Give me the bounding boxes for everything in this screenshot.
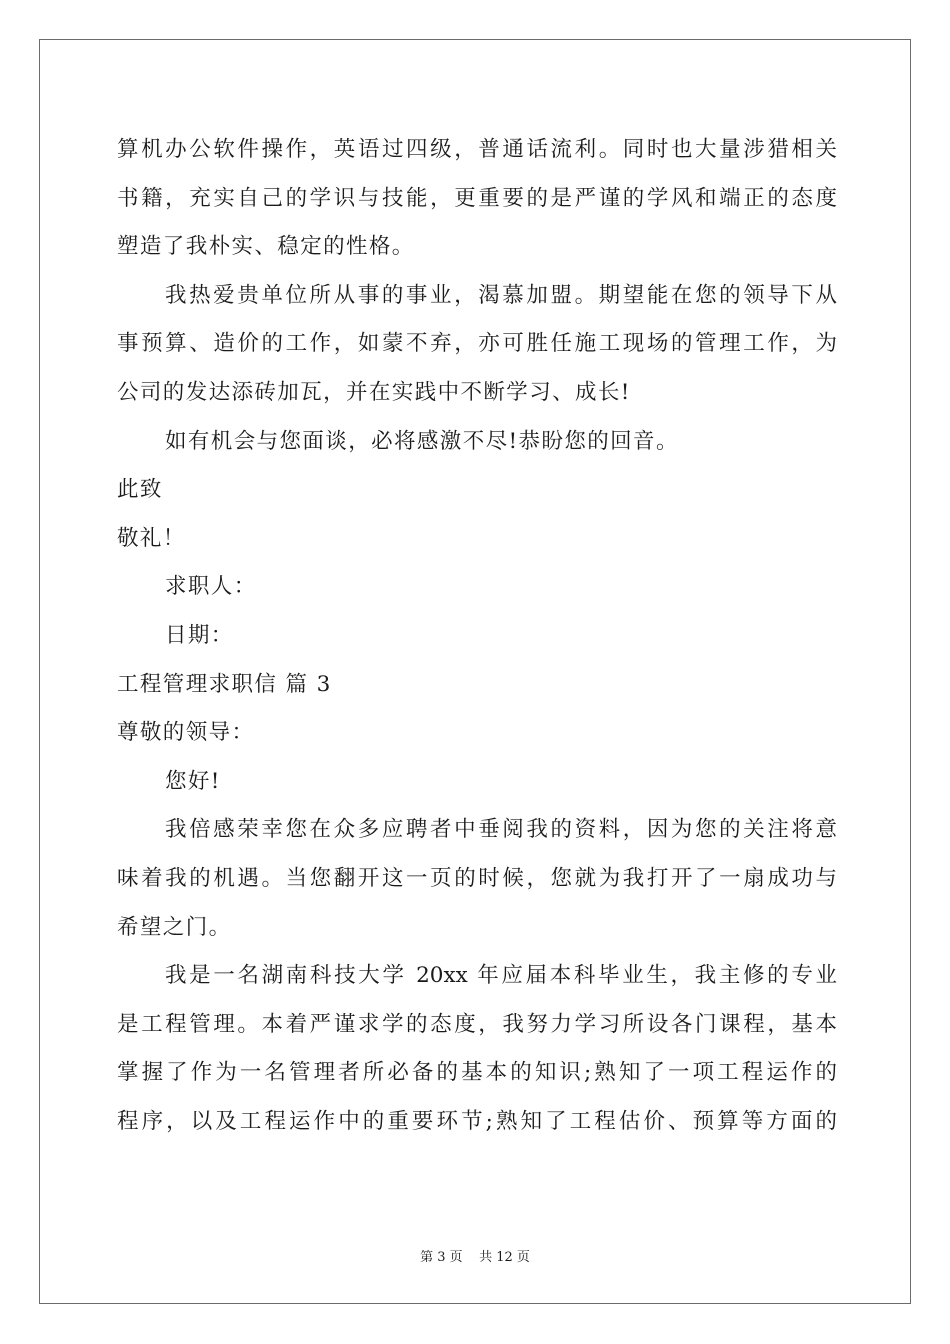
text-line: 掌握了作为一名管理者所必备的基本的知识;熟知了一项工程运作的 — [117, 1060, 837, 1086]
text-line: 公司的发达添砖加瓦，并在实践中不断学习、成长! — [117, 379, 631, 405]
text-line: 希望之门。 — [117, 914, 232, 940]
text-line: 求职人： — [165, 574, 257, 600]
text-line: 我倍感荣幸您在众多应聘者中垂阅我的资料，因为您的关注将意 — [165, 817, 837, 843]
text-line: 工程管理求职信 篇 3 — [117, 671, 332, 697]
page-number: 第 3 页 共 12 页 — [420, 1250, 530, 1265]
text-line: 是工程管理。本着严谨求学的态度，我努力学习所设各门课程，基本 — [117, 1011, 837, 1037]
text-line: 我热爱贵单位所从事的事业，渴慕加盟。期望能在您的领导下从 — [165, 282, 837, 308]
text-line: 如有机会与您面谈，必将感激不尽!恭盼您的回音。 — [165, 428, 679, 454]
text-line: 事预算、造价的工作，如蒙不弃，亦可胜任施工现场的管理工作，为 — [117, 331, 837, 357]
text-line: 敬礼！ — [117, 525, 186, 551]
text-line: 程序，以及工程运作中的重要环节;熟知了工程估价、预算等方面的 — [117, 1108, 837, 1134]
text-line: 我是一名湖南科技大学 20xx 年应届本科毕业生，我主修的专业 — [165, 963, 837, 989]
text-line: 算机办公软件操作，英语过四级，普通话流利。同时也大量涉猎相关 — [117, 137, 837, 162]
text-line: 此致 — [117, 477, 163, 503]
text-line: 您好! — [165, 768, 221, 794]
text-line: 日期： — [165, 622, 234, 648]
text-line: 味着我的机遇。当您翻开这一页的时候，您就为我打开了一扇成功与 — [117, 865, 837, 891]
text-line: 尊敬的领导： — [117, 720, 255, 746]
text-line: 塑造了我朴实、稳定的性格。 — [117, 234, 415, 260]
page-footer — [0, 1246, 950, 1265]
document-body — [117, 126, 837, 1146]
text-line: 书籍，充实自己的学识与技能，更重要的是严谨的学风和端正的态度 — [117, 185, 837, 211]
